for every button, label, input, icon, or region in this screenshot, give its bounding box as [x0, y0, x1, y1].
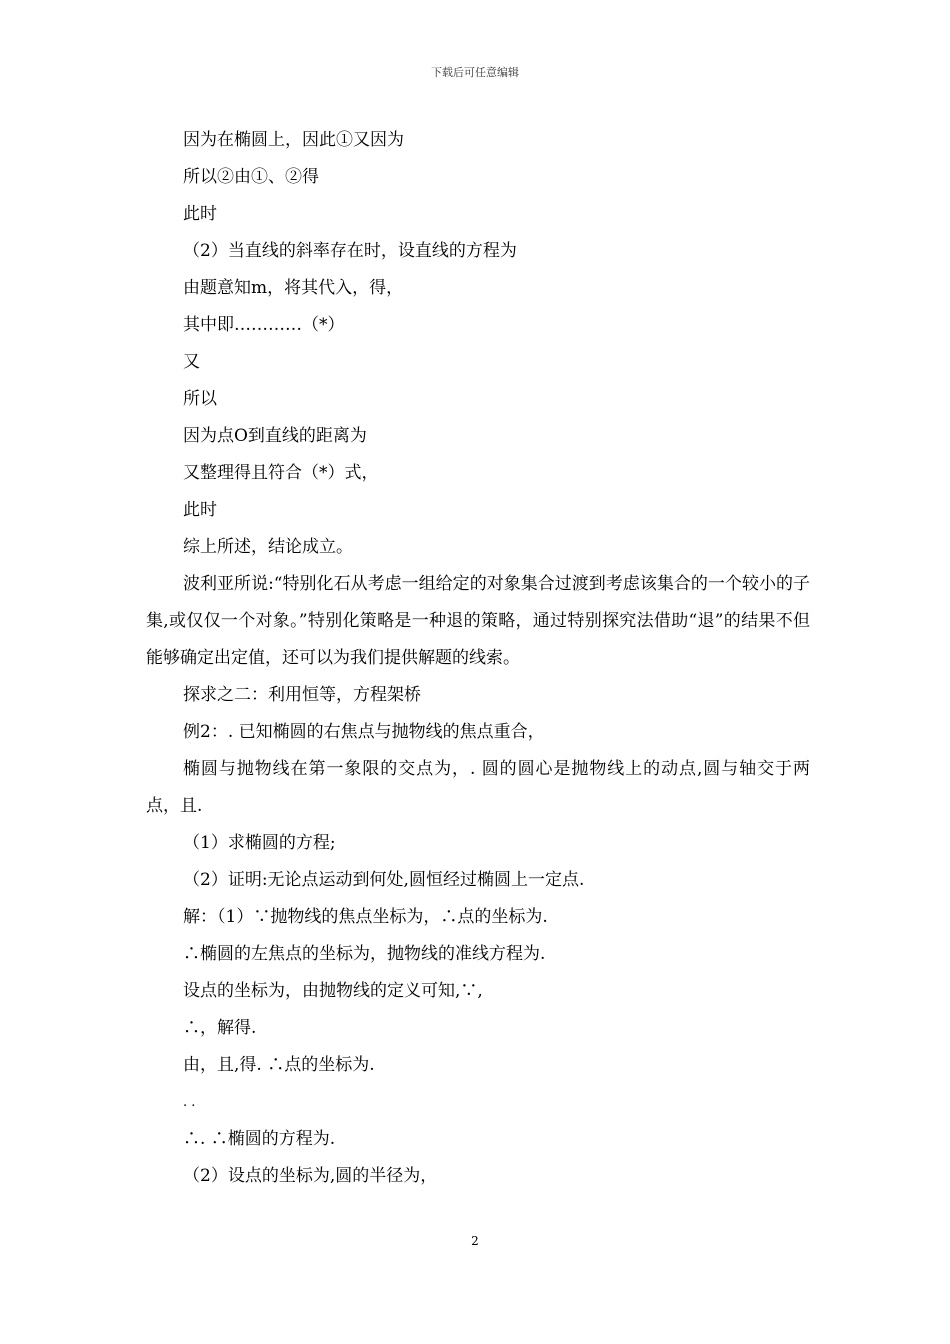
solution-line: 由，且,得. ∴点的坐标为.: [183, 1055, 375, 1075]
text-line: 由题意知m，将其代入，得，: [183, 278, 404, 298]
page-number: 2: [471, 1234, 479, 1248]
solution-line: ∴，解得.: [183, 1018, 257, 1038]
text-line: 又整理得且符合（*）式，: [183, 463, 379, 483]
text-line: 所以: [183, 389, 217, 409]
solution-line: ∴. ∴椭圆的方程为.: [183, 1129, 336, 1149]
solution-line: ∴椭圆的左焦点的坐标为，抛物线的准线方程为.: [183, 944, 546, 964]
solution-line: 解：（1）∵抛物线的焦点坐标为，∴点的坐标为.: [183, 907, 548, 927]
text-line: 其中即…………（*）: [183, 315, 345, 335]
text-line: （2）当直线的斜率存在时，设直线的方程为: [183, 241, 517, 261]
solution-line: . .: [183, 1095, 196, 1110]
question-item: （2）证明:无论点运动到何处,圆恒经过椭圆上一定点.: [183, 870, 585, 890]
text-line: 所以②由①、②得: [183, 167, 319, 187]
text-line: 因为在椭圆上，因此①又因为: [183, 130, 404, 150]
page-header: 下载后可任意编辑: [431, 66, 519, 79]
text-line: 综上所述，结论成立。: [183, 537, 353, 557]
solution-line: 设点的坐标为，由抛物线的定义可知,∵,: [183, 981, 483, 1001]
paragraph-example-statement: 椭圆与抛物线在第一象限的交点为，. 圆的圆心是抛物线上的动点,圆与轴交于两点，且.: [146, 759, 810, 816]
text-line: 因为点O到直线的距离为: [183, 426, 367, 446]
text-line: 此时: [183, 204, 217, 224]
document-body: [146, 122, 810, 1195]
section-heading: 探求之二：利用恒等，方程架桥: [183, 685, 421, 705]
solution-line: （2）设点的坐标为,圆的半径为，: [183, 1166, 438, 1186]
text-line: 又: [183, 352, 200, 372]
example-title: 例2：. 已知椭圆的右焦点与抛物线的焦点重合，: [183, 722, 545, 742]
paragraph-polya-quote: 波利亚所说:“特别化石从考虑一组给定的对象集合过渡到考虑该集合的一个较小的子集,或仅仅一个对象。”特别化策略是一种退的策略，通过特别探究法借助“退”的结果不但能够确定出定值，还可以为我们提供解题的线索。: [146, 574, 810, 668]
text-line: 此时: [183, 500, 217, 520]
question-item: （1）求椭圆的方程;: [183, 833, 336, 853]
